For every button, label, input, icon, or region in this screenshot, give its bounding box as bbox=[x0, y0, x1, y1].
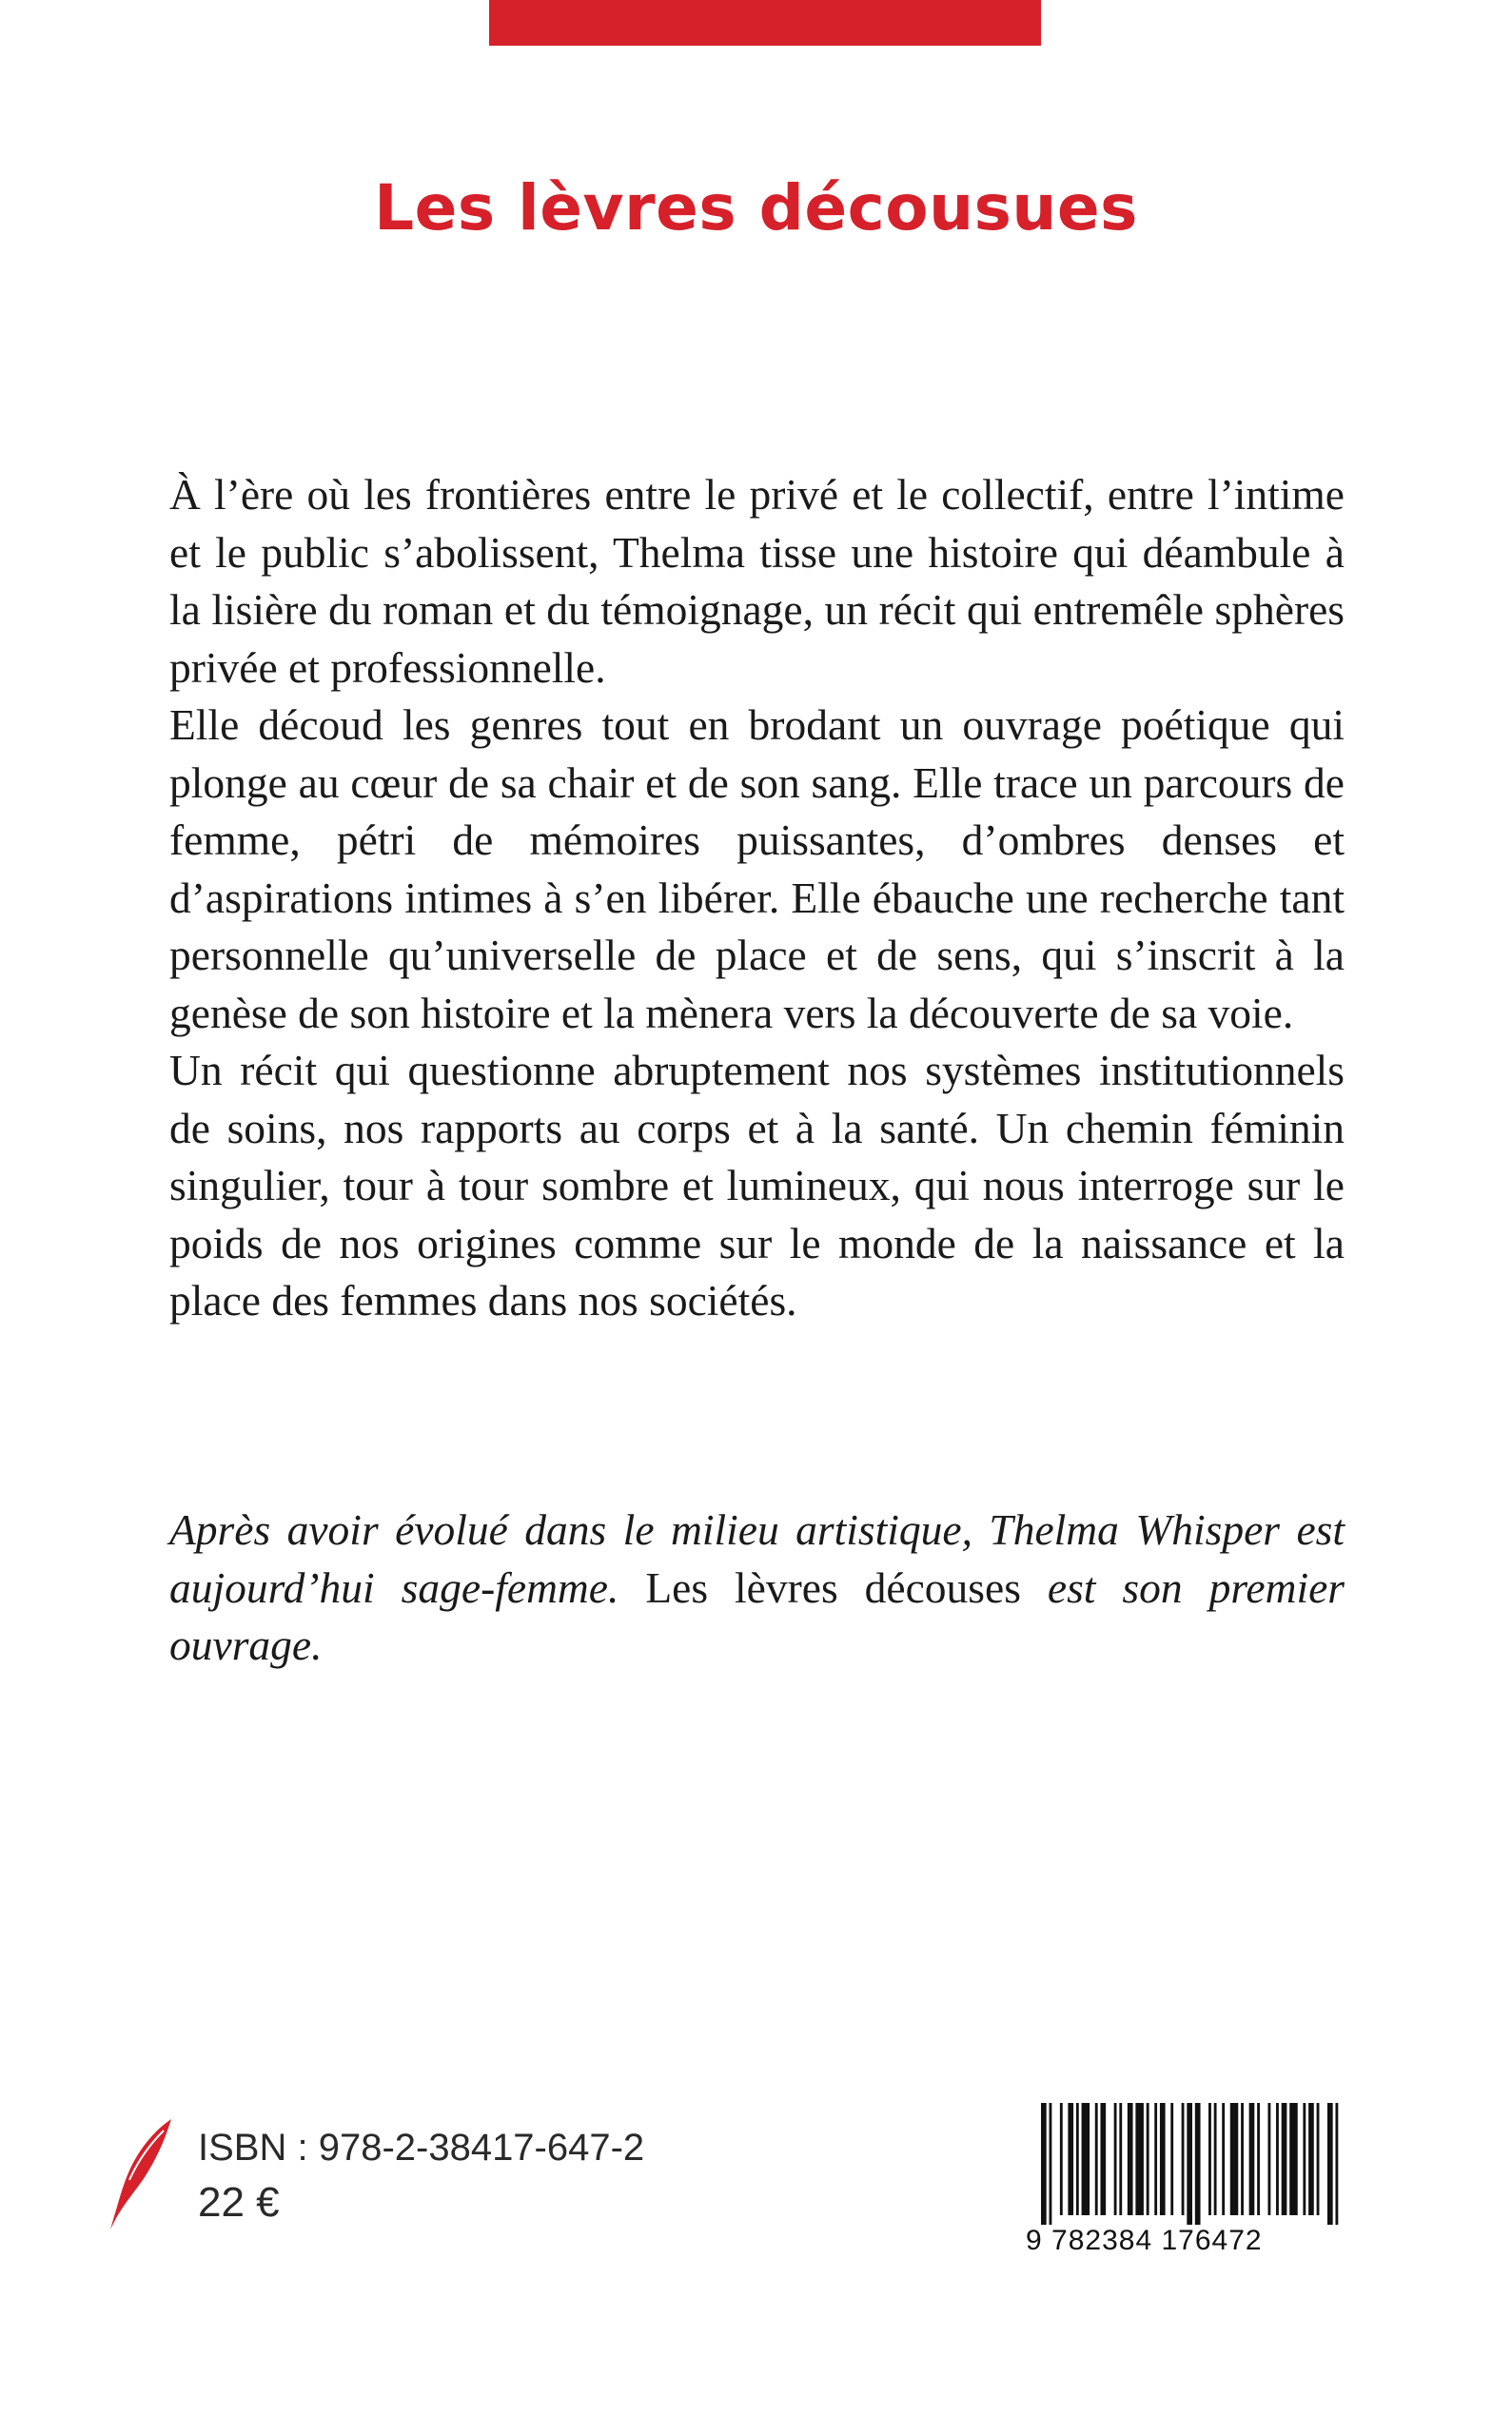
barcode-bar bbox=[1068, 2103, 1073, 2215]
author-bio-text: Après avoir évolué dans le milieu artistique, Thelma Whisper est aujourd’hui sage-femme. bbox=[169, 1505, 1345, 1612]
top-accent-bar bbox=[489, 0, 1041, 46]
price-label: 22 € bbox=[198, 2179, 280, 2226]
barcode-bar bbox=[1187, 2103, 1192, 2225]
red-feather-icon bbox=[105, 2117, 173, 2231]
barcode-bar bbox=[1308, 2103, 1314, 2215]
barcode-bar bbox=[1214, 2103, 1217, 2215]
barcode-bar bbox=[1082, 2103, 1090, 2215]
author-bio-book-title: Les lèvres découses bbox=[645, 1562, 1021, 1612]
blurb-paragraph-1: À l’ère où les frontières entre le privé et le collectif, entre l’intime et le public s’abolissent, Thelma tisse une histoire qui déambule à la lisière du roman et du témoignage, un récit qui entremêle sphères privée et professionnelle. bbox=[169, 470, 1345, 692]
barcode-bar bbox=[1241, 2103, 1244, 2215]
barcode-bar bbox=[1257, 2103, 1260, 2215]
barcode-bar bbox=[1076, 2103, 1079, 2215]
barcode-bar bbox=[1100, 2103, 1106, 2215]
barcode-bar bbox=[1119, 2103, 1122, 2215]
barcode-bar bbox=[1317, 2103, 1320, 2215]
barcode-bar bbox=[1276, 2103, 1279, 2215]
book-title: Les lèvres décousues bbox=[374, 171, 1138, 245]
barcode-bar bbox=[1230, 2103, 1239, 2215]
barcode-bar bbox=[1114, 2103, 1117, 2215]
barcode-bars bbox=[1041, 2103, 1344, 2225]
barcode-bar bbox=[1327, 2103, 1333, 2225]
barcode-bar bbox=[1147, 2103, 1149, 2215]
barcode-bar bbox=[1195, 2103, 1201, 2225]
author-bio-text-end: est son premier ouvrage. bbox=[169, 1562, 1345, 1669]
barcode-bar bbox=[1289, 2103, 1298, 2215]
back-cover-blurb bbox=[169, 466, 1345, 1330]
blurb-paragraph-2: Elle découd les genres tout en brodant un ouvrage poétique qui plonge au cœur de sa chair et de son sang. Elle trace un parcours de femme, pétri de mémoires puissantes, d’ombres denses et d’aspirations intimes à s’en libérer. Elle ébauche une recherche tant personnelle qu’universelle de place et de sens, qui s’inscrit à la genèse de son histoire et la mènera vers la découverte de sa voie. bbox=[169, 700, 1345, 1037]
barcode-bar bbox=[1208, 2103, 1211, 2215]
barcode-bar bbox=[1170, 2103, 1173, 2215]
barcode-bar bbox=[1268, 2103, 1271, 2215]
barcode-bar bbox=[1335, 2103, 1338, 2225]
barcode-bar bbox=[1050, 2103, 1052, 2225]
barcode-bar bbox=[1282, 2103, 1287, 2215]
barcode-bar bbox=[1303, 2103, 1306, 2215]
barcode-bar bbox=[1182, 2103, 1185, 2215]
isbn-label: ISBN : 978-2-38417-647-2 bbox=[198, 2127, 645, 2169]
barcode-bar bbox=[1154, 2103, 1157, 2215]
barcode-digits: 9 782384 176472 bbox=[1026, 2225, 1263, 2256]
author-bio bbox=[169, 1502, 1345, 1675]
barcode-bar bbox=[1222, 2103, 1225, 2215]
barcode bbox=[1026, 2103, 1359, 2263]
barcode-bar bbox=[1041, 2103, 1047, 2225]
barcode-bar bbox=[1095, 2103, 1098, 2215]
barcode-bar bbox=[1249, 2103, 1255, 2215]
barcode-bar bbox=[1128, 2103, 1133, 2215]
blurb-paragraph-3: Un récit qui questionne abruptement nos systèmes institutionnels de soins, nos rapports au corps et à la santé. Un chemin féminin singulier, tour à tour sombre et lumineux, qui nous interroge sur le poids de nos origines comme sur le monde de la naissance et la place des femmes dans nos sociétés. bbox=[169, 1046, 1345, 1325]
barcode-bar bbox=[1160, 2103, 1166, 2215]
barcode-bar bbox=[1135, 2103, 1144, 2215]
barcode-bar bbox=[1060, 2103, 1063, 2215]
